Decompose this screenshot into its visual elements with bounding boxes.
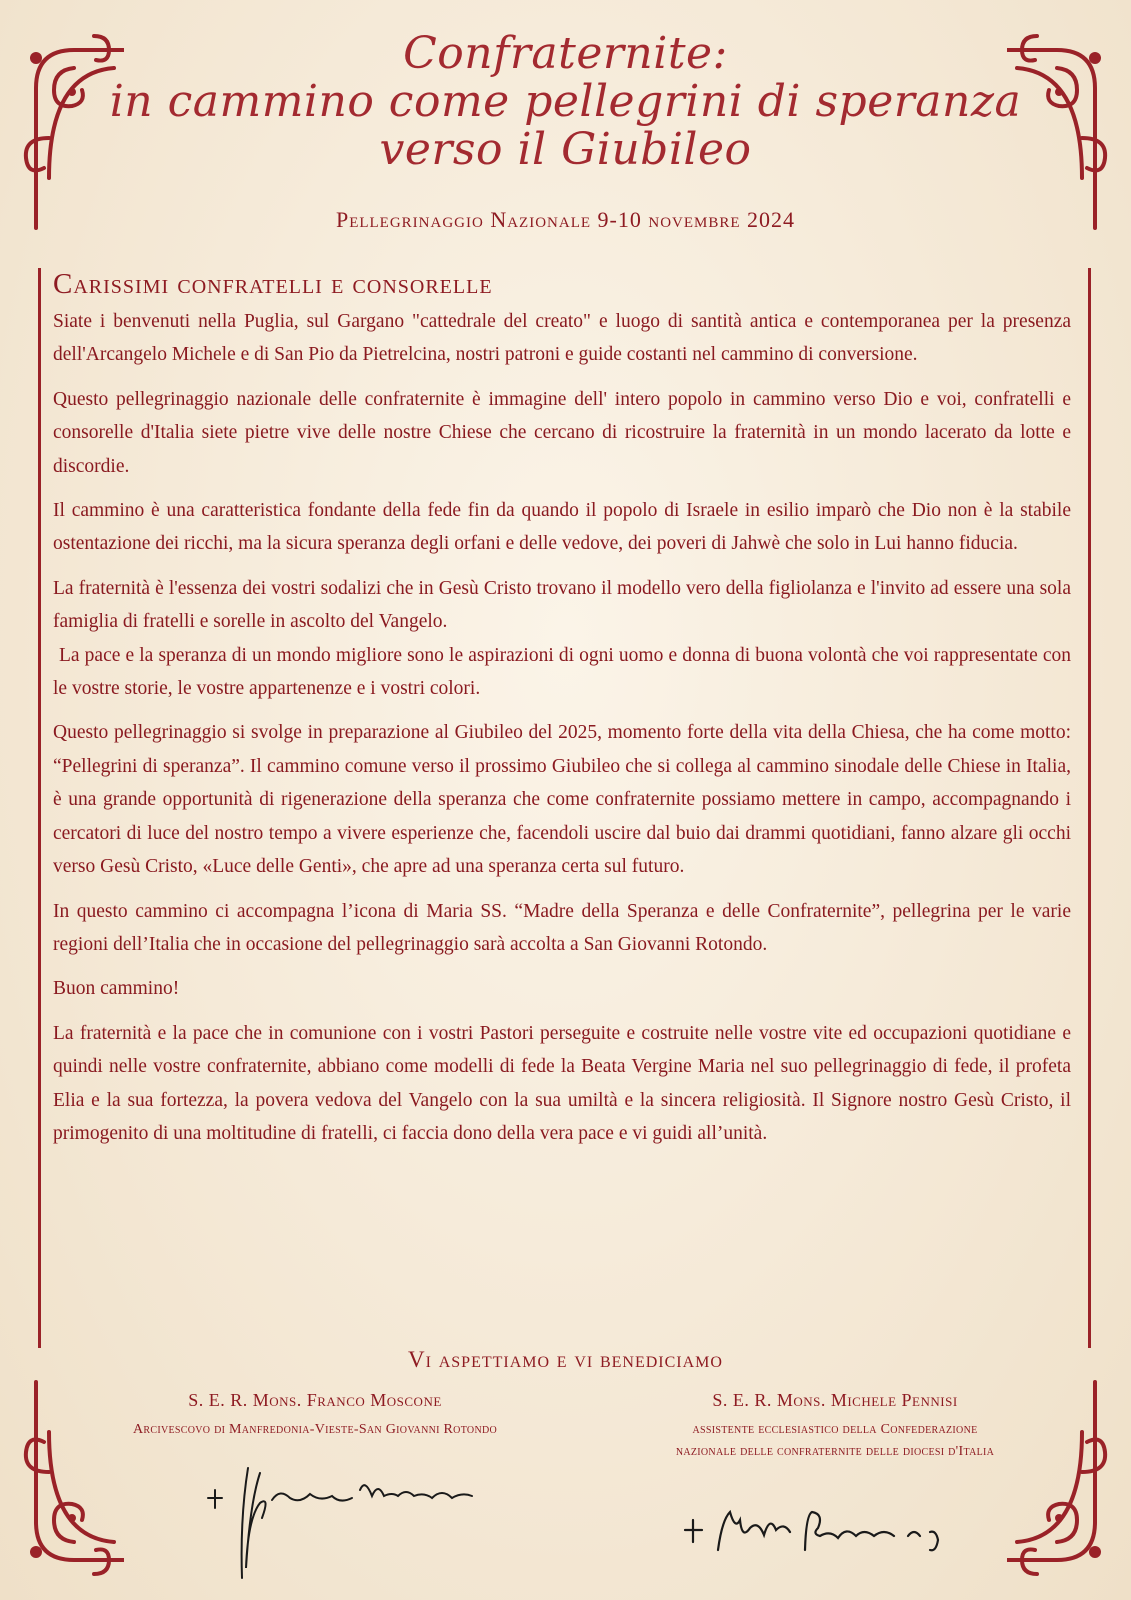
signatory-role-line: assistente ecclesiastico della Confederazione (692, 1422, 978, 1437)
right-border-rule (1088, 268, 1091, 1348)
letter-body (53, 305, 1071, 1161)
greeting-heading: Carissimi confratelli e consorelle (53, 268, 493, 300)
paragraph: La fraternità è l'essenza dei vostri sodalizi che in Gesù Cristo trovano il modello vero della figliolanza e l'invito ad essere una sola famiglia di fratelli e sorelle in ascolto del Vangelo. (53, 577, 1071, 633)
title-line: Confraternite: (403, 28, 728, 79)
signatory-right (595, 1390, 1075, 1463)
signatory-name: S. E. R. Mons. Michele Pennisi (712, 1390, 958, 1410)
signatory-role-line: nazionale delle confraternite delle diocesi d'Italia (675, 1444, 995, 1459)
paragraph: Il cammino è una caratteristica fondante della fede fin da quando il popolo di Israele in esilio imparò che Dio non è la stabile ostentazione dei ricchi, ma la sicura speranza degli orfani e delle vedove, dei poveri di Jahwè che solo in Lui hanno fiducia. (53, 500, 1071, 555)
paragraph: Questo pellegrinaggio nazionale delle confraternite è immagine dell' intero popolo in cammino verso Dio e voi, confratelli e consorelle d'Italia siete pietre vive delle nostre Chiese che cercano di ricostruire la fraternità in un mondo lacerato da lotte e discordie. (53, 388, 1071, 477)
title-line: verso il Giubileo (379, 124, 752, 175)
signature-moscone (200, 1458, 500, 1588)
paragraph: La pace e la speranza di un mondo migliore sono le aspirazioni di ogni uomo e donna di buona volontà che voi rappresentate con le vostre storie, le vostre appartenenze e i vostri colori. (53, 644, 1071, 700)
signature-pennisi (680, 1500, 980, 1570)
left-border-rule (38, 268, 41, 1348)
title-line: in cammino come pellegrini di speranza (109, 76, 1022, 127)
signatory-left (55, 1390, 575, 1441)
title (0, 30, 1131, 174)
signatory-name: S. E. R. Mons. Franco Moscone (188, 1390, 442, 1410)
paragraph: In questo cammino ci accompagna l’icona di Maria SS. “Madre della Speranza e delle Confraternite”, pellegrina per le varie regioni dell’Italia che in occasione del pellegrinaggio sarà accolta a San Giovanni Rotondo. (53, 900, 1071, 955)
paragraph: Siate i benvenuti nella Puglia, sul Gargano "cattedrale del creato" e luogo di santità antica e contemporanea per la presenza dell'Arcangelo Michele e di San Pio da Pietrelcina, nostri patroni e guide costanti nel cammino di conversione. (53, 311, 1071, 366)
paragraph: Questo pellegrinaggio si svolge in preparazione al Giubileo del 2025, momento forte della vita della Chiesa, che ha come motto: “Pellegrini di speranza”. Il cammino comune verso il prossimo Giubileo che si collega al cammino sinodale delle Chiese in Italia, è una grande opportunità di rigenerazione della speranza che come confraternite possiamo mettere in campo, accompagnando i cercatori di luce del nostro tempo a vivere esperienze che, facendoli uscire dal buio dai drammi quotidiani, fanno alzare gli occhi verso Gesù Cristo, «Luce delle Genti», che apre ad una speranza certa sul futuro. (53, 722, 1071, 878)
signatory-role: Arcivescovo di Manfredonia-Vieste-San Giovanni Rotondo (132, 1422, 498, 1437)
paragraph: Buon cammino! (53, 978, 180, 1000)
paragraph: La fraternità e la pace che in comunione con i vostri Pastori perseguite e costruite nelle vostre vite ed occupazioni quotidiane e quindi nelle vostre confraternite, abbiano come modelli di fede la Beata Vergine Maria nel suo pellegrinaggio di fede, il profeta Elia e la sua fortezza, la povera vedova del Vangelo con la sua umiltà e la sincera religiosità. Il Signore nostro Gesù Cristo, il primogenito di una moltitudine di fratelli, ci faccia dono della vera pace e vi guidi all’unità. (53, 1022, 1071, 1144)
subtitle: Pellegrinaggio Nazionale 9-10 novembre 2024 (335, 207, 796, 232)
signatory-role (595, 1419, 1075, 1463)
closing-line: Vi aspettiamo e vi benediciamo (408, 1347, 723, 1372)
